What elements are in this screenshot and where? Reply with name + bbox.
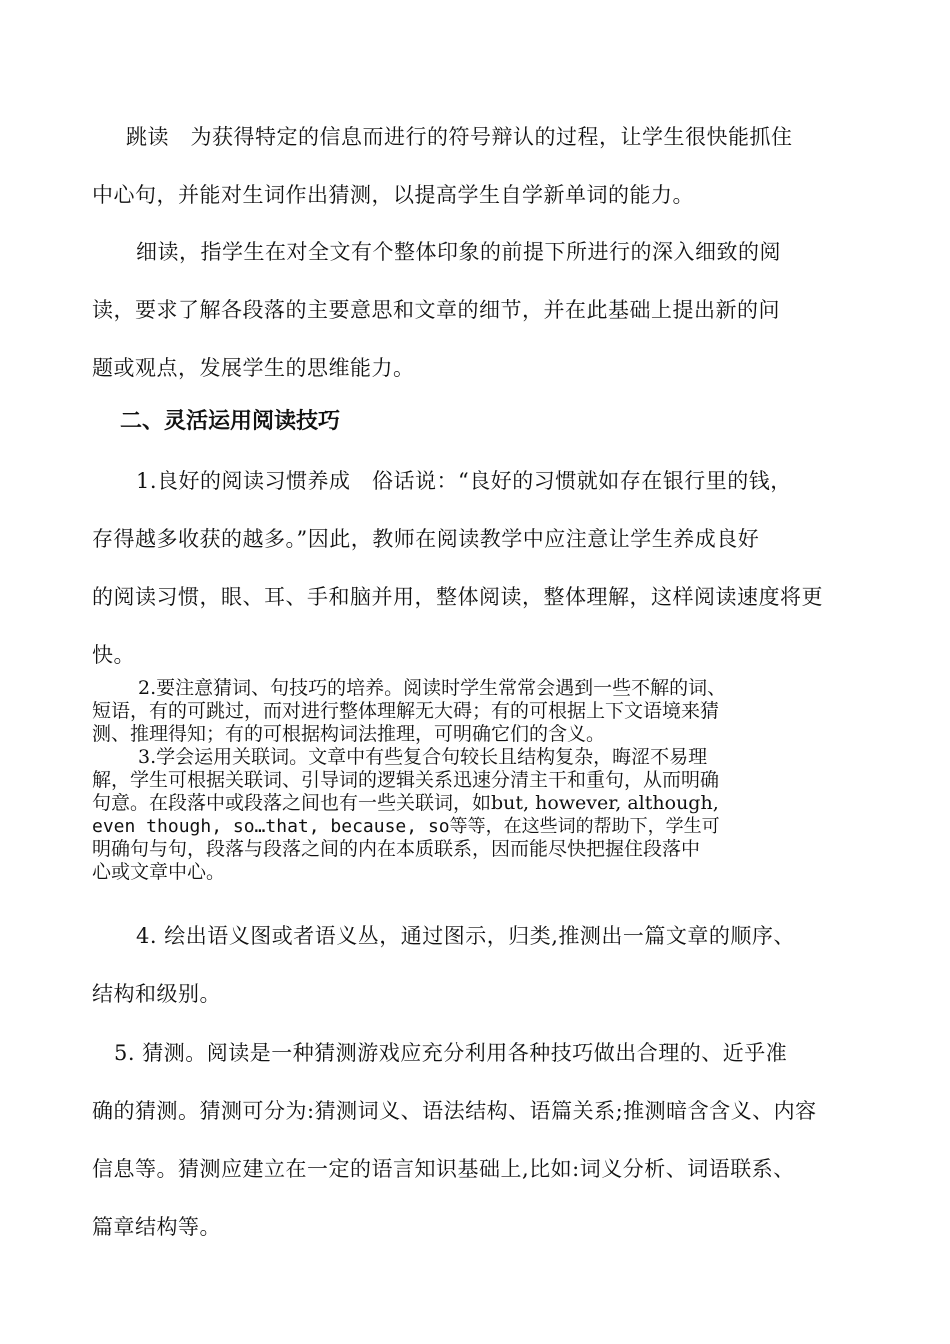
- item4-line-2: 结构和级别。: [92, 982, 221, 1006]
- item2-line-1: 2.要注意猜词、句技巧的培养。阅读时学生常常会遇到一些不解的词、: [138, 677, 727, 699]
- skim-line-1: 跳读 为获得特定的信息而进行的符号辩认的过程，让学生很快能抓住: [126, 125, 793, 149]
- item2-line-3: 测、推理得知；有的可根据构词法推理，可明确它们的含义。: [92, 723, 606, 745]
- paragraph-item-4: [92, 907, 862, 1023]
- paragraph-item-2: [92, 677, 862, 746]
- item3-line-4: even though, so…that, because, so等等，在这些词的帮助下，学生可: [92, 816, 720, 837]
- paragraph-item-3: [92, 746, 862, 884]
- skim-line-2: 中心句，并能对生词作出猜测，以提高学生自学新单词的能力。: [92, 183, 694, 207]
- intensive-line-1: 细读，指学生在对全文有个整体印象的前提下所进行的深入细致的阅: [136, 240, 781, 264]
- intensive-line-3: 题或观点，发展学生的思维能力。: [92, 356, 415, 380]
- item1-line-3: 的阅读习惯，眼、耳、手和脑并用，整体阅读，整体理解，这样阅读速度将更: [92, 585, 823, 609]
- item5-line-1: 5. 猜测。阅读是一种猜测游戏应充分利用各种技巧做出合理的、近乎准: [114, 1041, 788, 1065]
- item1-line-2: 存得越多收获的越多。”因此，教师在阅读教学中应注意让学生养成良好: [92, 527, 760, 551]
- item1-line-1: 1.良好的阅读习惯养成 俗话说：“良好的习惯就如存在银行里的钱，: [136, 469, 792, 493]
- intensive-line-2: 读，要求了解各段落的主要意思和文章的细节，并在此基础上提出新的问: [92, 298, 780, 322]
- item3-line-1: 3.学会运用关联词。文章中有些复合句较长且结构复杂，晦涩不易理: [138, 746, 708, 768]
- item1-line-4: 快。: [92, 643, 135, 667]
- item5-line-3: 信息等。猜测应建立在一定的语言知识基础上,比如:词义分析、词语联系、: [92, 1157, 795, 1181]
- item5-line-2: 确的猜测。猜测可分为:猜测词义、语法结构、语篇关系;推测暗含含义、内容: [92, 1099, 817, 1123]
- paragraph-item-1: [92, 452, 862, 684]
- paragraph-item-5: [92, 1024, 862, 1256]
- item2-line-2: 短语，有的可跳过，而对进行整体理解无大碍；有的可根据上下文语境来猜: [92, 700, 720, 722]
- item3-line-5: 明确句与句，段落与段落之间的内在本质联系，因而能尽快把握住段落中: [92, 838, 701, 860]
- item3-line-3: 句意。在段落中或段落之间也有一些关联词，如but, however, although,: [92, 792, 719, 814]
- item4-line-1: 4. 绘出语义图或者语义丛，通过图示，归类,推测出一篇文章的顺序、: [136, 924, 795, 948]
- paragraph-skim-reading: [92, 108, 862, 224]
- item5-line-4: 篇章结构等。: [92, 1215, 221, 1239]
- item3-line-6: 心或文章中心。: [92, 861, 226, 883]
- section-heading: 二、灵活运用阅读技巧: [120, 409, 341, 434]
- paragraph-intensive-reading: [92, 223, 862, 397]
- item3-line-2: 解，学生可根据关联词、引导词的逻辑关系迅速分清主干和重句，从而明确: [92, 769, 720, 791]
